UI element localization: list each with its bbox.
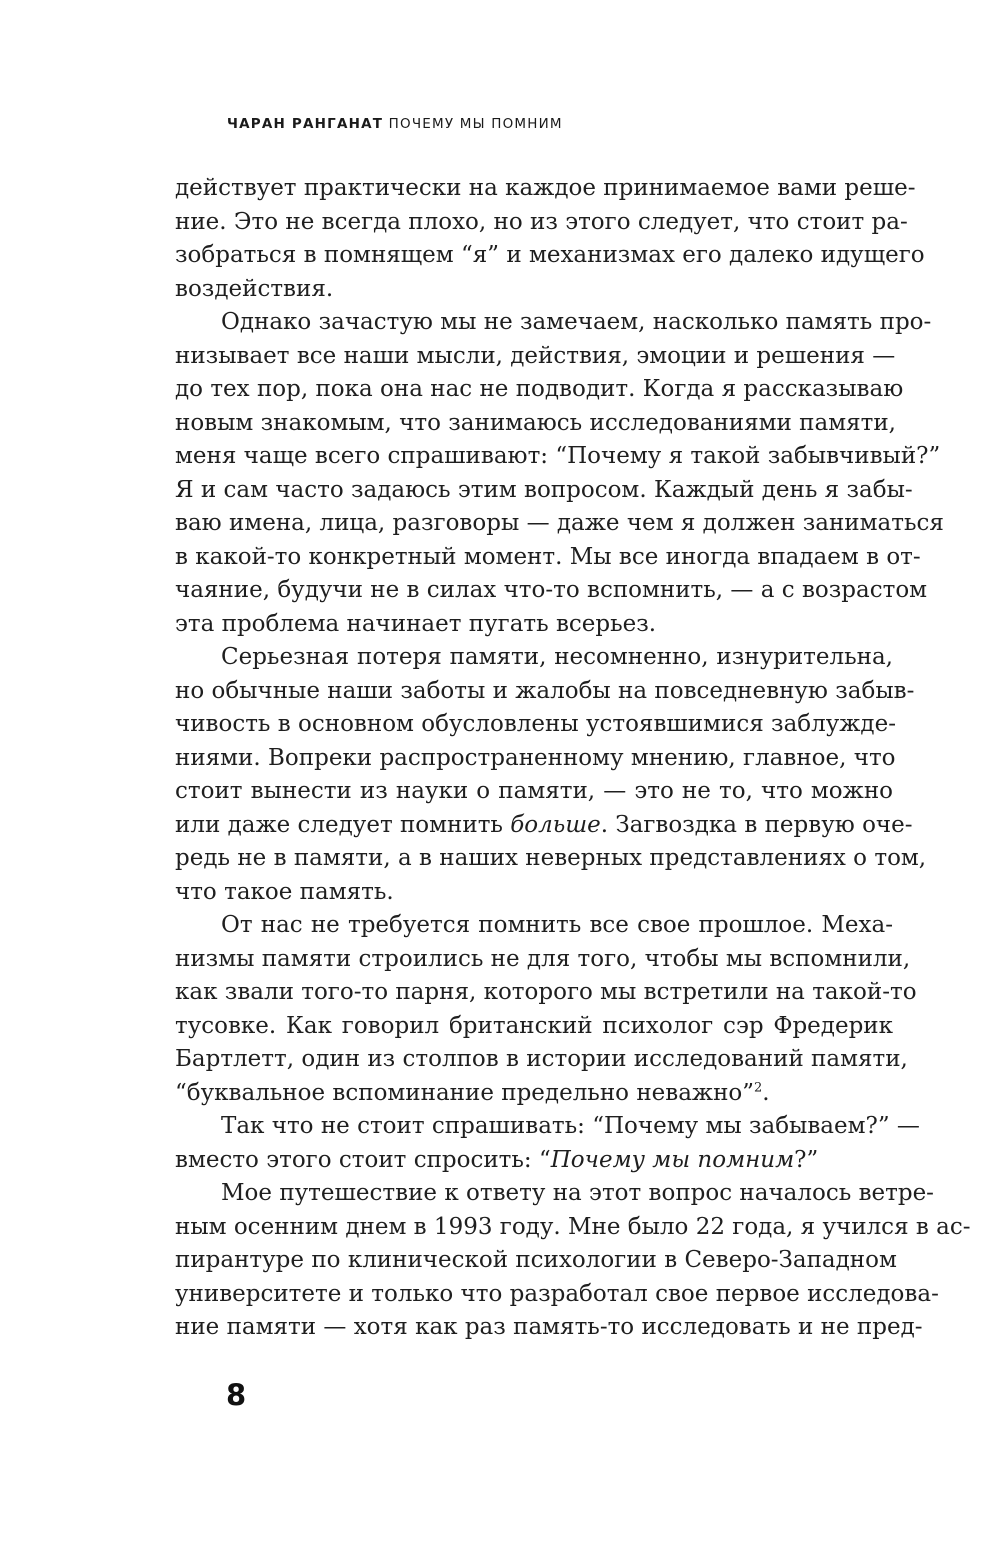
running-head-author: ЧАРАН РАНГАНАТ xyxy=(227,116,384,132)
text-run: . xyxy=(762,1079,770,1106)
body-text xyxy=(175,172,971,1345)
text-line: действует практически на каждое принимаемое вами реше- xyxy=(175,175,916,201)
text-line: зобраться в помнящем “я” и механизмах его далеко идущего xyxy=(175,242,925,268)
text-line: ваю имена, лица, разговоры — даже чем я должен заниматься xyxy=(175,510,944,536)
text-line: ние. Это не всегда плохо, но из этого следует, что стоит ра- xyxy=(175,208,908,235)
paragraph xyxy=(175,306,944,641)
footnote-marker: 2 xyxy=(754,1079,763,1095)
text-run: “буквальное вспоминание предельно неважно” xyxy=(175,1079,755,1106)
emphasis: больше xyxy=(510,811,601,838)
text-line: воздействия. xyxy=(175,275,334,302)
text-line xyxy=(175,1144,893,1178)
text-line: стоит вынести из науки о памяти, — это не то, что можно xyxy=(175,778,893,804)
text-line: ным осенним днем в 1993 году. Мне было 22 года, я учился в ас- xyxy=(175,1213,971,1240)
text-line: до тех пор, пока она нас не подводит. Когда я рассказываю xyxy=(175,376,904,402)
text-line: Бартлетт, один из столпов в истории исследований памяти, xyxy=(175,1046,908,1072)
text-line: Однако зачастую мы не замечаем, насколько память про- xyxy=(221,309,932,335)
text-line: эта проблема начинает пугать всерьез. xyxy=(175,610,657,637)
text-run: ?” xyxy=(794,1146,819,1173)
paragraph xyxy=(175,641,927,909)
paragraph xyxy=(175,1177,971,1345)
text-line: ние памяти — хотя как раз память-то исследовать и не пред- xyxy=(175,1314,923,1340)
text-line: тусовке. Как говорил британский психолог сэр Фредерик xyxy=(175,1012,893,1039)
running-head xyxy=(227,116,563,132)
text-line: ниями. Вопреки распространенному мнению, главное, что xyxy=(175,744,896,771)
text-line: университете и только что разработал свое первое исследова- xyxy=(175,1280,939,1307)
text-line: Я и сам часто задаюсь этим вопросом. Каждый день я забы- xyxy=(175,476,913,503)
text-line: новым знакомым, что занимаюсь исследованиями памяти, xyxy=(175,409,896,436)
text-line: но обычные наши заботы и жалобы на повседневную забыв- xyxy=(175,677,915,704)
text-line: редь не в памяти, а в наших неверных представлениях о том, xyxy=(175,845,927,871)
text-run: или даже следует помнить xyxy=(175,811,511,838)
text-line: меня чаще всего спрашивают: “Почему я такой забывчивый?” xyxy=(175,443,941,469)
paragraph xyxy=(175,1110,920,1177)
text-line: что такое память. xyxy=(175,878,394,905)
text-line: пирантуре по клинической психологии в Северо-Западном xyxy=(175,1247,897,1273)
text-line: Так что не стоит спрашивать: “Почему мы забываем?” — xyxy=(221,1113,920,1139)
text-line: Мое путешествие к ответу на этот вопрос началось ветре- xyxy=(221,1180,934,1206)
text-line: От нас не требуется помнить все свое прошлое. Меха- xyxy=(221,912,893,938)
text-line: чаяние, будучи не в силах что-то вспомнить, — а с возрастом xyxy=(175,577,928,603)
text-line xyxy=(175,809,913,843)
text-line: в какой-то конкретный момент. Мы все иногда впадаем в от- xyxy=(175,543,921,570)
text-run: вместо этого стоит спросить: “ xyxy=(175,1146,551,1173)
page-number: 8 xyxy=(226,1378,247,1412)
text-line: чивость в основном обусловлены устоявшимися заблужде- xyxy=(175,711,896,737)
text-line: как звали того-то парня, которого мы встретили на такой-то xyxy=(175,979,917,1005)
text-line: низмы памяти строились не для того, чтобы мы вспомнили, xyxy=(175,945,911,972)
running-head-title: ПОЧЕМУ МЫ ПОМНИМ xyxy=(388,116,563,132)
text-line xyxy=(175,1077,893,1111)
emphasis: Почему мы помним xyxy=(550,1146,795,1173)
text-line: Серьезная потеря памяти, несомненно, изнурительна, xyxy=(221,644,893,670)
paragraph xyxy=(175,909,917,1110)
text-run: . Загвоздка в первую оче- xyxy=(600,811,913,838)
text-line: низывает все наши мысли, действия, эмоции и решения — xyxy=(175,342,896,369)
paragraph xyxy=(175,172,925,306)
